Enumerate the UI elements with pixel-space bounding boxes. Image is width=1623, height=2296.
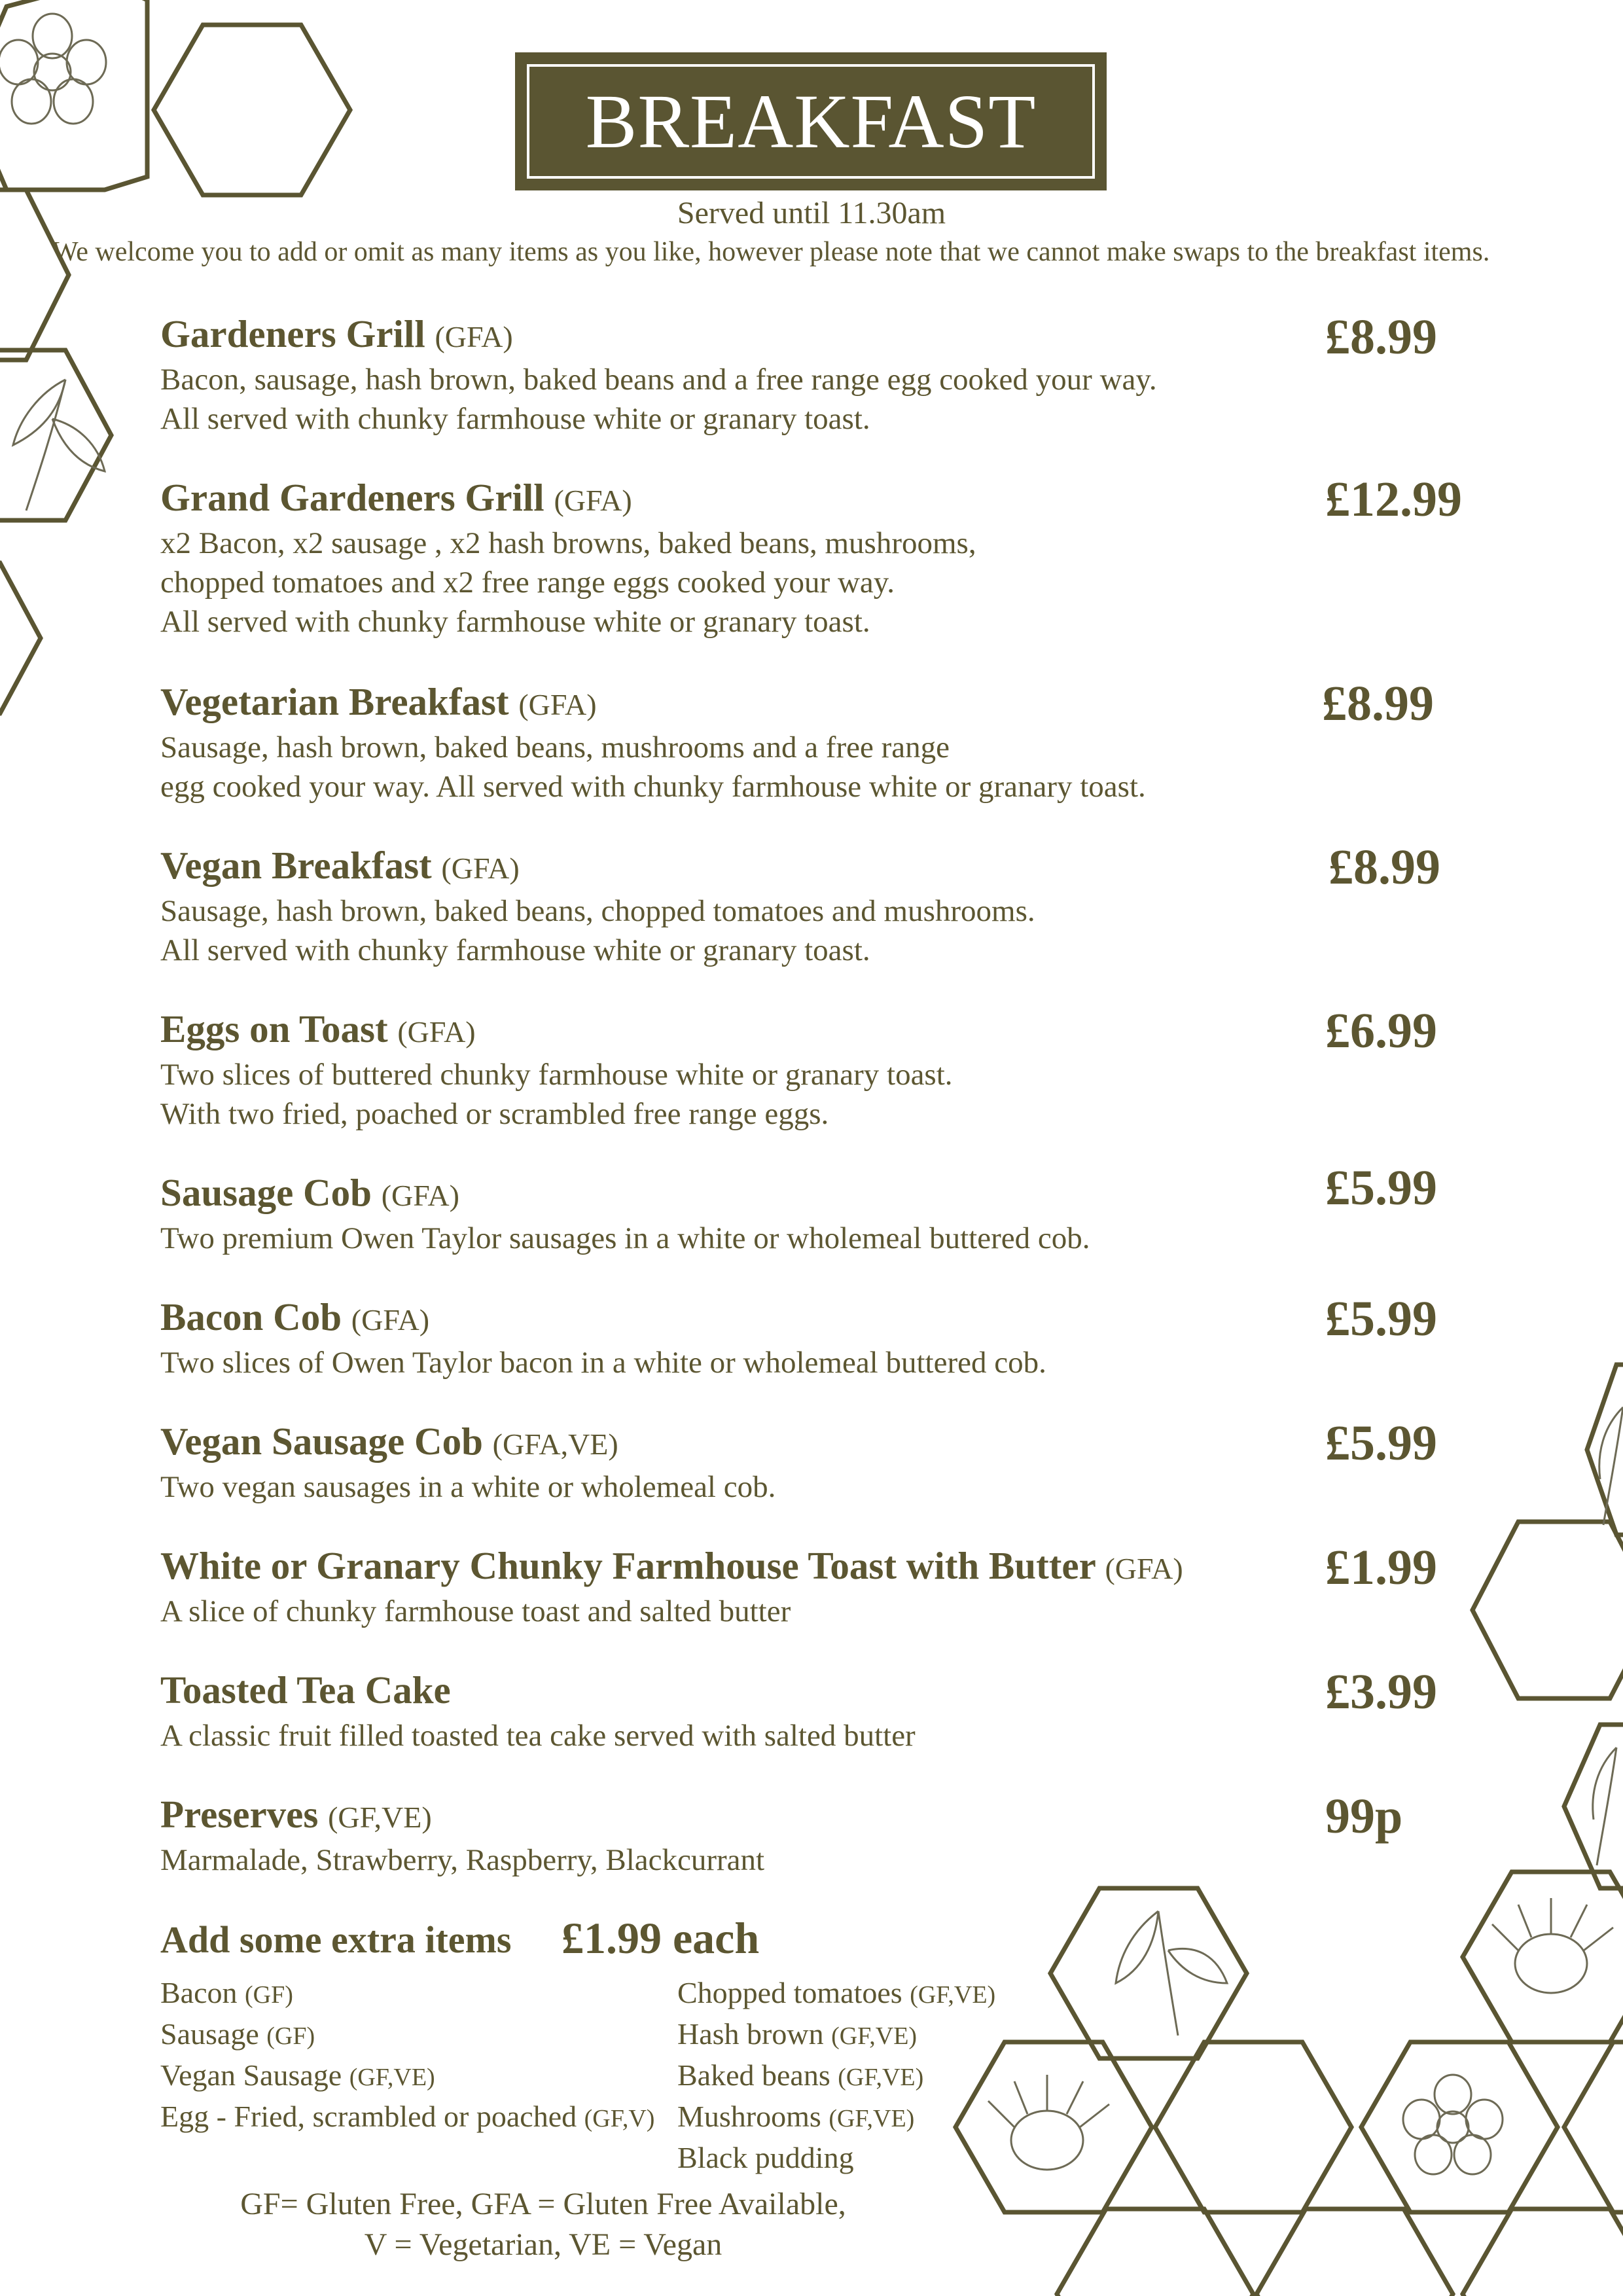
- menu-item: [160, 1006, 1273, 1134]
- dietary-key-line: V = Vegetarian, VE = Vegan: [364, 2227, 722, 2262]
- item-dietary-tag: (GFA): [351, 1303, 430, 1336]
- hexagon-shape: [1155, 2042, 1351, 2212]
- leaf-sketch: [1593, 1748, 1616, 1865]
- item-dietary-tag: (GFA,VE): [492, 1427, 618, 1461]
- extra-item: Vegan Sausage (GF,VE): [160, 2058, 435, 2092]
- extras-list-right: [677, 1973, 995, 2179]
- item-price: £1.99: [1325, 1540, 1437, 1595]
- flower-sketch: [0, 14, 106, 124]
- hexagon-shape: [1564, 1725, 1623, 1888]
- hexagon-shape: [1463, 1872, 1623, 2042]
- menu-item: [160, 475, 1273, 641]
- menu-item: [160, 311, 1273, 439]
- item-name: Preserves: [160, 1793, 319, 1836]
- extras-heading: Add some extra items: [160, 1918, 512, 1961]
- item-name: Vegetarian Breakfast: [160, 680, 509, 723]
- item-description-line: With two fried, poached or scrambled free range eggs.: [160, 1097, 829, 1131]
- item-description-line: All served with chunky farmhouse white or granary toast.: [160, 402, 870, 436]
- item-dietary-tag: (GFA): [554, 484, 632, 517]
- menu-item: [160, 842, 1273, 970]
- extra-item: Black pudding: [677, 2141, 854, 2174]
- item-name: Gardeners Grill: [160, 312, 425, 355]
- hexagon-shape: [0, 563, 41, 713]
- item-price: £5.99: [1325, 1291, 1437, 1346]
- extra-item: Egg - Fried, scrambled or poached (GF,V): [160, 2100, 655, 2133]
- hexagon-shape: [0, 0, 147, 190]
- item-dietary-tag: (GFA): [518, 688, 597, 721]
- item-price: £6.99: [1325, 1003, 1437, 1058]
- menu-item: [160, 679, 1273, 806]
- item-description-line: chopped tomatoes and x2 free range eggs cooked your way.: [160, 565, 895, 600]
- extra-item: Baked beans (GF,VE): [677, 2058, 924, 2092]
- item-name: Vegan Breakfast: [160, 844, 432, 887]
- item-description-line: x2 Bacon, x2 sausage , x2 hash browns, baked beans, mushrooms,: [160, 526, 976, 560]
- item-price: £5.99: [1325, 1416, 1437, 1471]
- item-price: £5.99: [1325, 1160, 1437, 1215]
- item-description-line: Two slices of Owen Taylor bacon in a white or wholemeal buttered cob.: [160, 1346, 1046, 1380]
- title-banner: [515, 52, 1107, 190]
- menu-item: [160, 1667, 1273, 1755]
- lily-sketch: [13, 380, 105, 511]
- menu-item: [160, 1294, 1273, 1382]
- item-description-line: egg cooked your way. All served with chunky farmhouse white or granary toast.: [160, 770, 1146, 804]
- item-description-line: Marmalade, Strawberry, Raspberry, Blackcurrant: [160, 1843, 765, 1877]
- thistle-sketch: [1492, 1898, 1613, 1993]
- item-description-line: Two vegan sausages in a white or wholemeal cob.: [160, 1470, 776, 1504]
- extra-item: Mushrooms (GF,VE): [677, 2100, 915, 2133]
- hexagon-shape: [1361, 2042, 1558, 2212]
- item-name: Eggs on Toast: [160, 1007, 388, 1050]
- item-description-line: All served with chunky farmhouse white or granary toast.: [160, 605, 870, 639]
- extra-item: Hash brown (GF,VE): [677, 2017, 918, 2051]
- extra-item: Sausage (GF): [160, 2017, 315, 2051]
- item-price: 99p: [1325, 1789, 1403, 1844]
- dietary-key-line: GF= Gluten Free, GFA = Gluten Free Available,: [240, 2187, 846, 2221]
- flower-sketch: [1403, 2075, 1503, 2174]
- item-name: White or Granary Chunky Farmhouse Toast with Butter: [160, 1544, 1096, 1587]
- hexagon-shape: [1257, 2209, 1453, 2296]
- item-name: Vegan Sausage Cob: [160, 1420, 483, 1463]
- item-dietary-tag: (GFA): [435, 320, 513, 353]
- item-price: £8.99: [1329, 840, 1440, 895]
- item-dietary-tag: (GF,VE): [328, 1801, 432, 1834]
- menu-item: [160, 1791, 1273, 1880]
- item-name: Bacon Cob: [160, 1295, 342, 1338]
- hexagon-shape: [1463, 2209, 1623, 2296]
- thistle-sketch: [988, 2075, 1109, 2170]
- menu-item: [160, 1170, 1273, 1258]
- hexagon-shape: [1472, 1522, 1623, 1698]
- extra-item: Chopped tomatoes (GF,VE): [677, 1976, 996, 2009]
- hexagon-shape: [1050, 1888, 1247, 2058]
- item-description-line: Sausage, hash brown, baked beans, chopped tomatoes and mushrooms.: [160, 894, 1035, 928]
- extras-price: £1.99 each: [562, 1913, 760, 1963]
- item-description-line: Bacon, sausage, hash brown, baked beans and a free range egg cooked your way.: [160, 363, 1157, 397]
- item-description-line: Sausage, hash brown, baked beans, mushrooms and a free range: [160, 730, 950, 764]
- hexagon-shape: [1564, 2042, 1623, 2212]
- item-price: £12.99: [1325, 472, 1462, 527]
- item-price: £3.99: [1325, 1664, 1437, 1719]
- leaf-sketch: [1599, 1407, 1623, 1525]
- item-description-line: Two slices of buttered chunky farmhouse white or granary toast.: [160, 1058, 953, 1092]
- item-description-line: Two premium Owen Taylor sausages in a white or wholemeal buttered cob.: [160, 1221, 1090, 1255]
- extra-item: Bacon (GF): [160, 1976, 293, 2009]
- item-name: Grand Gardeners Grill: [160, 476, 544, 519]
- hexagon-shape: [0, 350, 111, 520]
- menu-item: [160, 1418, 1273, 1507]
- hexagon-shape: [1057, 2209, 1253, 2296]
- served-until-text: Served until 11.30am: [677, 196, 946, 230]
- item-description-line: A slice of chunky farmhouse toast and salted butter: [160, 1594, 791, 1628]
- item-price: £8.99: [1325, 310, 1437, 365]
- swap-policy-note: We welcome you to add or omit as many items as you like, however please note that we cannot make swaps to the breakfast items.: [52, 237, 1490, 267]
- menu-item: [160, 1543, 1273, 1631]
- item-dietary-tag: (GFA): [381, 1179, 459, 1212]
- hexagon-shape: [1587, 1365, 1623, 1535]
- item-description-line: All served with chunky farmhouse white or granary toast.: [160, 933, 870, 967]
- item-name: Toasted Tea Cake: [160, 1668, 451, 1712]
- extras-list-left: [160, 1973, 654, 2138]
- item-dietary-tag: (GFA): [1105, 1552, 1183, 1585]
- hexagon-shape: [154, 25, 350, 195]
- item-dietary-tag: (GFA): [441, 852, 520, 885]
- page-title: BREAKFAST: [527, 64, 1095, 179]
- item-name: Sausage Cob: [160, 1171, 372, 1214]
- lily-sketch: [1116, 1911, 1227, 2036]
- item-price: £8.99: [1322, 676, 1434, 731]
- item-dietary-tag: (GFA): [397, 1015, 476, 1049]
- item-description-line: A classic fruit filled toasted tea cake served with salted butter: [160, 1719, 916, 1753]
